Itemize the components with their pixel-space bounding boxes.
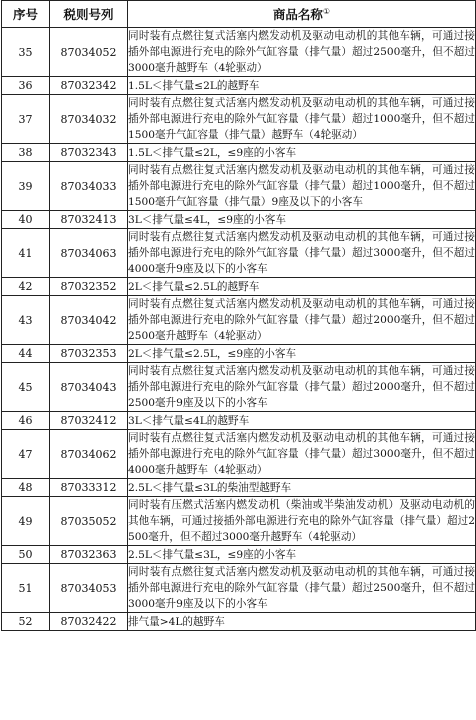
tariff-code-cell: 87035052: [50, 497, 128, 546]
tariff-code-cell: 87032343: [50, 144, 128, 162]
serial-number-cell: 36: [2, 77, 50, 95]
product-name-cell: 2.5L＜排气量≤3L的柴油型越野车: [128, 479, 476, 497]
table-row: [2, 430, 476, 479]
product-name-cell: 2L＜排气量≤2.5L的越野车: [128, 278, 476, 296]
serial-number-cell: 52: [2, 613, 50, 631]
tariff-code-cell: 87032413: [50, 211, 128, 229]
header-product-name-label: 商品名称: [272, 7, 323, 22]
tariff-code-cell: 87033312: [50, 479, 128, 497]
table-row: [2, 28, 476, 77]
tariff-code-cell: 87032412: [50, 412, 128, 430]
product-name-cell: 同时装有点燃往复式活塞内燃发动机及驱动电动机的其他车辆，可通过接插外部电源进行充电的除外气缸容量（排气量）超过2500毫升，但不超过3000毫升越野车（4轮驱动）: [128, 28, 476, 77]
tariff-code-cell: 87034052: [50, 28, 128, 77]
serial-number-cell: 49: [2, 497, 50, 546]
product-name-cell: 同时装有点燃往复式活塞内燃发动机及驱动电动机的其他车辆，可通过接插外部电源进行充电的除外气缸容量（排气量）超过2000毫升，但不超过2500毫升越野车（4轮驱动）: [128, 296, 476, 345]
table-row: [2, 77, 476, 95]
serial-number-cell: 50: [2, 546, 50, 564]
table-row: [2, 211, 476, 229]
product-name-cell: 3L＜排气量≤4L，≤9座的小客车: [128, 211, 476, 229]
table-row: [2, 162, 476, 211]
tariff-code-cell: 87032422: [50, 613, 128, 631]
table-row: [2, 296, 476, 345]
tariff-table: [1, 0, 476, 631]
footnote-marker: ①: [322, 6, 331, 16]
tariff-code-cell: 87032342: [50, 77, 128, 95]
tariff-code-cell: 87034062: [50, 430, 128, 479]
tariff-code-cell: 87034053: [50, 564, 128, 613]
serial-number-cell: 35: [2, 28, 50, 77]
tariff-code-cell: 87032363: [50, 546, 128, 564]
product-name-cell: 2L＜排气量≤2.5L，≤9座的小客车: [128, 345, 476, 363]
serial-number-cell: 37: [2, 95, 50, 144]
tariff-code-cell: 87034043: [50, 363, 128, 412]
tariff-code-cell: 87032353: [50, 345, 128, 363]
table-row: [2, 278, 476, 296]
tariff-code-cell: 87032352: [50, 278, 128, 296]
table-row: [2, 564, 476, 613]
product-name-cell: 同时装有点燃往复式活塞内燃发动机及驱动电动机的其他车辆，可通过接插外部电源进行充电的除外气缸容量（排气量）超过1000毫升，但不超过1500毫升气缸容量（排气量）越野车（4轮驱动）: [128, 95, 476, 144]
serial-number-cell: 38: [2, 144, 50, 162]
table-row: [2, 363, 476, 412]
tariff-code-cell: 87034063: [50, 229, 128, 278]
serial-number-cell: 47: [2, 430, 50, 479]
document-page: [1, 0, 475, 631]
product-name-cell: 3L＜排气量≤4L的越野车: [128, 412, 476, 430]
table-body: [2, 28, 476, 631]
serial-number-cell: 44: [2, 345, 50, 363]
tariff-code-cell: 87034032: [50, 95, 128, 144]
table-row: [2, 479, 476, 497]
serial-number-cell: 43: [2, 296, 50, 345]
table-row: [2, 345, 476, 363]
tariff-code-cell: 87034033: [50, 162, 128, 211]
product-name-cell: 同时装有压燃式活塞内燃发动机（柴油或半柴油发动机）及驱动电动机的其他车辆，可通过接插外部电源进行充电的除外气缸容量（排气量）超过2500毫升，但不超过3000毫升越野车（4轮驱动）: [128, 497, 476, 546]
product-name-cell: 2.5L＜排气量≤3L，≤9座的小客车: [128, 546, 476, 564]
serial-number-cell: 39: [2, 162, 50, 211]
table-row: [2, 229, 476, 278]
serial-number-cell: 51: [2, 564, 50, 613]
table-header-row: [2, 1, 476, 28]
serial-number-cell: 41: [2, 229, 50, 278]
serial-number-cell: 48: [2, 479, 50, 497]
product-name-cell: 同时装有点燃往复式活塞内燃发动机及驱动电动机的其他车辆，可通过接插外部电源进行充电的除外气缸容量（排气量）超过1000毫升，但不超过1500毫升气缸容量（排气量）9座及以下的小客车: [128, 162, 476, 211]
product-name-cell: 同时装有点燃往复式活塞内燃发动机及驱动电动机的其他车辆，可通过接插外部电源进行充电的除外气缸容量（排气量）超过2000毫升，但不超过2500毫升9座及以下的小客车: [128, 363, 476, 412]
product-name-cell: 同时装有点燃往复式活塞内燃发动机及驱动电动机的其他车辆，可通过接插外部电源进行充电的除外气缸容量（排气量）超过3000毫升，但不超过4000毫升越野车（4轮驱动）: [128, 430, 476, 479]
table-row: [2, 613, 476, 631]
table-row: [2, 497, 476, 546]
serial-number-cell: 40: [2, 211, 50, 229]
header-product-name: [128, 1, 476, 28]
product-name-cell: 1.5L＜排气量≤2L的越野车: [128, 77, 476, 95]
product-name-cell: 同时装有点燃往复式活塞内燃发动机及驱动电动机的其他车辆，可通过接插外部电源进行充电的除外气缸容量（排气量）超过3000毫升，但不超过4000毫升9座及以下的小客车: [128, 229, 476, 278]
serial-number-cell: 46: [2, 412, 50, 430]
table-row: [2, 546, 476, 564]
table-row: [2, 412, 476, 430]
serial-number-cell: 45: [2, 363, 50, 412]
serial-number-cell: 42: [2, 278, 50, 296]
header-serial-number: 序号: [2, 1, 50, 28]
product-name-cell: 排气量>4L的越野车: [128, 613, 476, 631]
header-tariff-code: 税则号列: [50, 1, 128, 28]
table-row: [2, 144, 476, 162]
product-name-cell: 同时装有点燃往复式活塞内燃发动机及驱动电动机的其他车辆，可通过接插外部电源进行充电的除外气缸容量（排气量）超过2500毫升，但不超过3000毫升9座及以下的小客车: [128, 564, 476, 613]
product-name-cell: 1.5L＜排气量≤2L，≤9座的小客车: [128, 144, 476, 162]
tariff-code-cell: 87034042: [50, 296, 128, 345]
table-row: [2, 95, 476, 144]
